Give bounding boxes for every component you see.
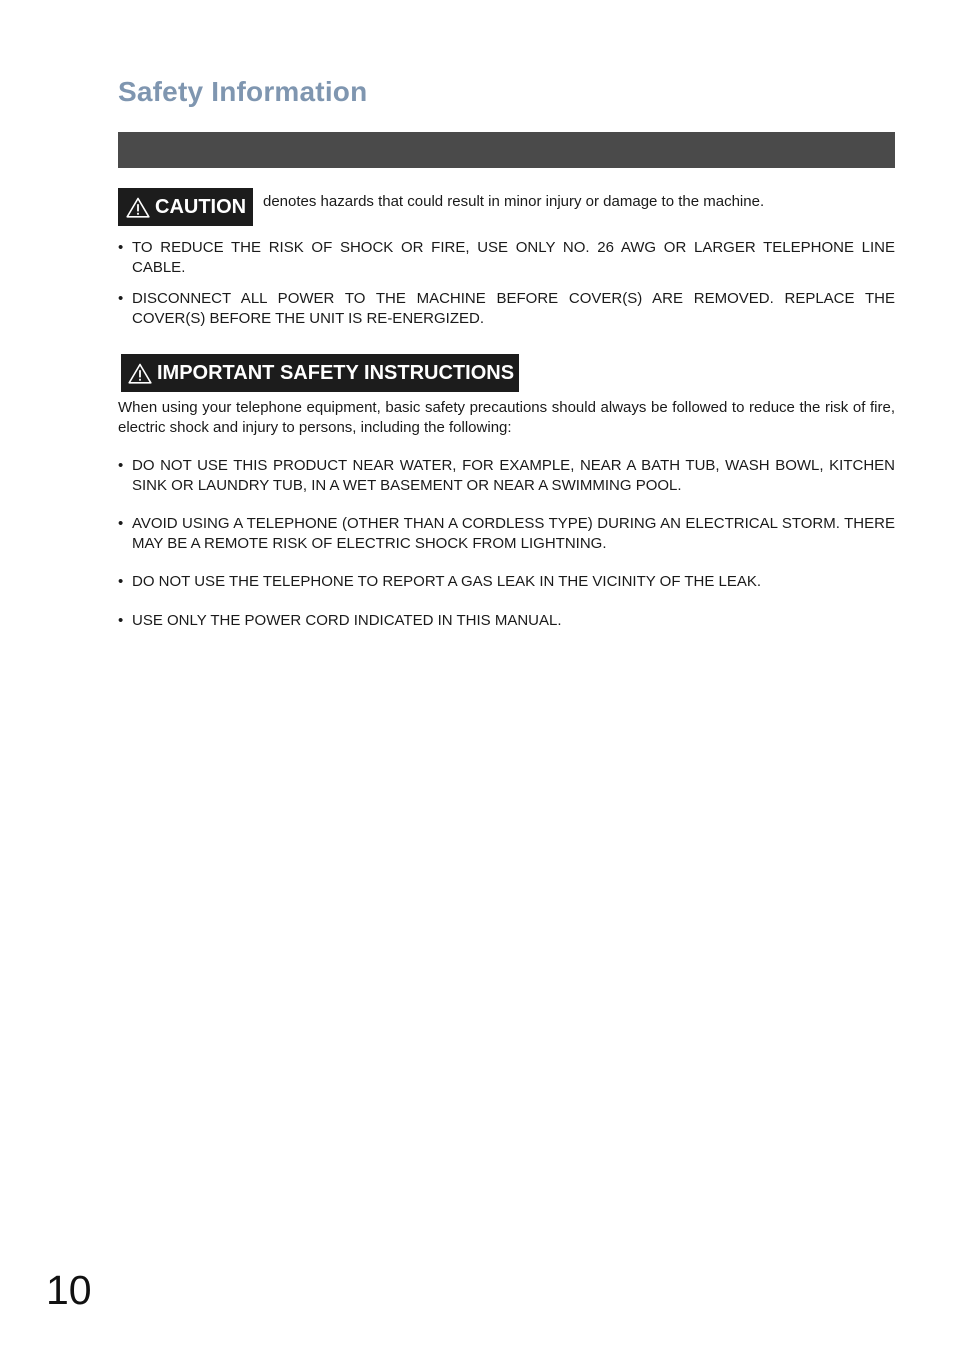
list-item xyxy=(118,611,895,631)
important-safety-list xyxy=(118,456,895,649)
list-item-text: USE ONLY THE POWER CORD INDICATED IN THIS MANUAL. xyxy=(132,611,562,629)
caution-description: denotes hazards that could result in minor injury or damage to the machine. xyxy=(263,193,765,210)
list-item-text: DISCONNECT ALL POWER TO THE MACHINE BEFORE COVER(S) ARE REMOVED. REPLACE THE COVER(S) BEFORE THE UNIT IS RE-ENERGIZED. xyxy=(132,290,895,327)
important-safety-intro: When using your telephone equipment, basic safety precautions should always be followed to reduce the risk of fire, electric shock and injury to persons, including the following: xyxy=(118,399,895,436)
page-title: Safety Information xyxy=(118,76,368,107)
list-item xyxy=(118,456,895,495)
list-item xyxy=(118,238,895,277)
list-item xyxy=(118,514,895,553)
caution-label-text: CAUTION xyxy=(155,195,247,218)
warning-triangle-icon xyxy=(128,363,152,384)
caution-list xyxy=(118,238,895,340)
bullet: • xyxy=(118,239,124,256)
bullet: • xyxy=(118,611,124,629)
list-item-text: DO NOT USE THIS PRODUCT NEAR WATER, FOR EXAMPLE, NEAR A BATH TUB, WASH BOWL, KITCHEN SINK OR LAUNDRY TUB, IN A WET BASEMENT OR NEAR A SWIMMING POOL. xyxy=(132,457,895,494)
bullet: • xyxy=(118,515,124,532)
bullet: • xyxy=(118,573,124,590)
caution-row xyxy=(118,188,895,226)
bullet: • xyxy=(118,457,124,474)
section-header-bar xyxy=(118,132,895,168)
list-item-text: DO NOT USE THE TELEPHONE TO REPORT A GAS LEAK IN THE VICINITY OF THE LEAK. xyxy=(132,573,762,590)
important-safety-label-text: IMPORTANT SAFETY INSTRUCTIONS xyxy=(157,361,515,384)
important-safety-row xyxy=(121,354,519,392)
caution-label xyxy=(118,188,253,226)
warning-triangle-icon xyxy=(126,197,150,218)
list-item xyxy=(118,289,895,328)
list-item xyxy=(118,572,895,592)
page-number: 10 xyxy=(46,1267,92,1313)
list-item-text: TO REDUCE THE RISK OF SHOCK OR FIRE, USE ONLY NO. 26 AWG OR LARGER TELEPHONE LINE CABLE. xyxy=(132,239,895,276)
important-safety-label xyxy=(121,354,519,392)
bullet: • xyxy=(118,290,124,307)
list-item-text: AVOID USING A TELEPHONE (OTHER THAN A CORDLESS TYPE) DURING AN ELECTRICAL STORM. THERE MAY BE A REMOTE RISK OF ELECTRIC SHOCK FROM LIGHTNING. xyxy=(132,515,895,552)
